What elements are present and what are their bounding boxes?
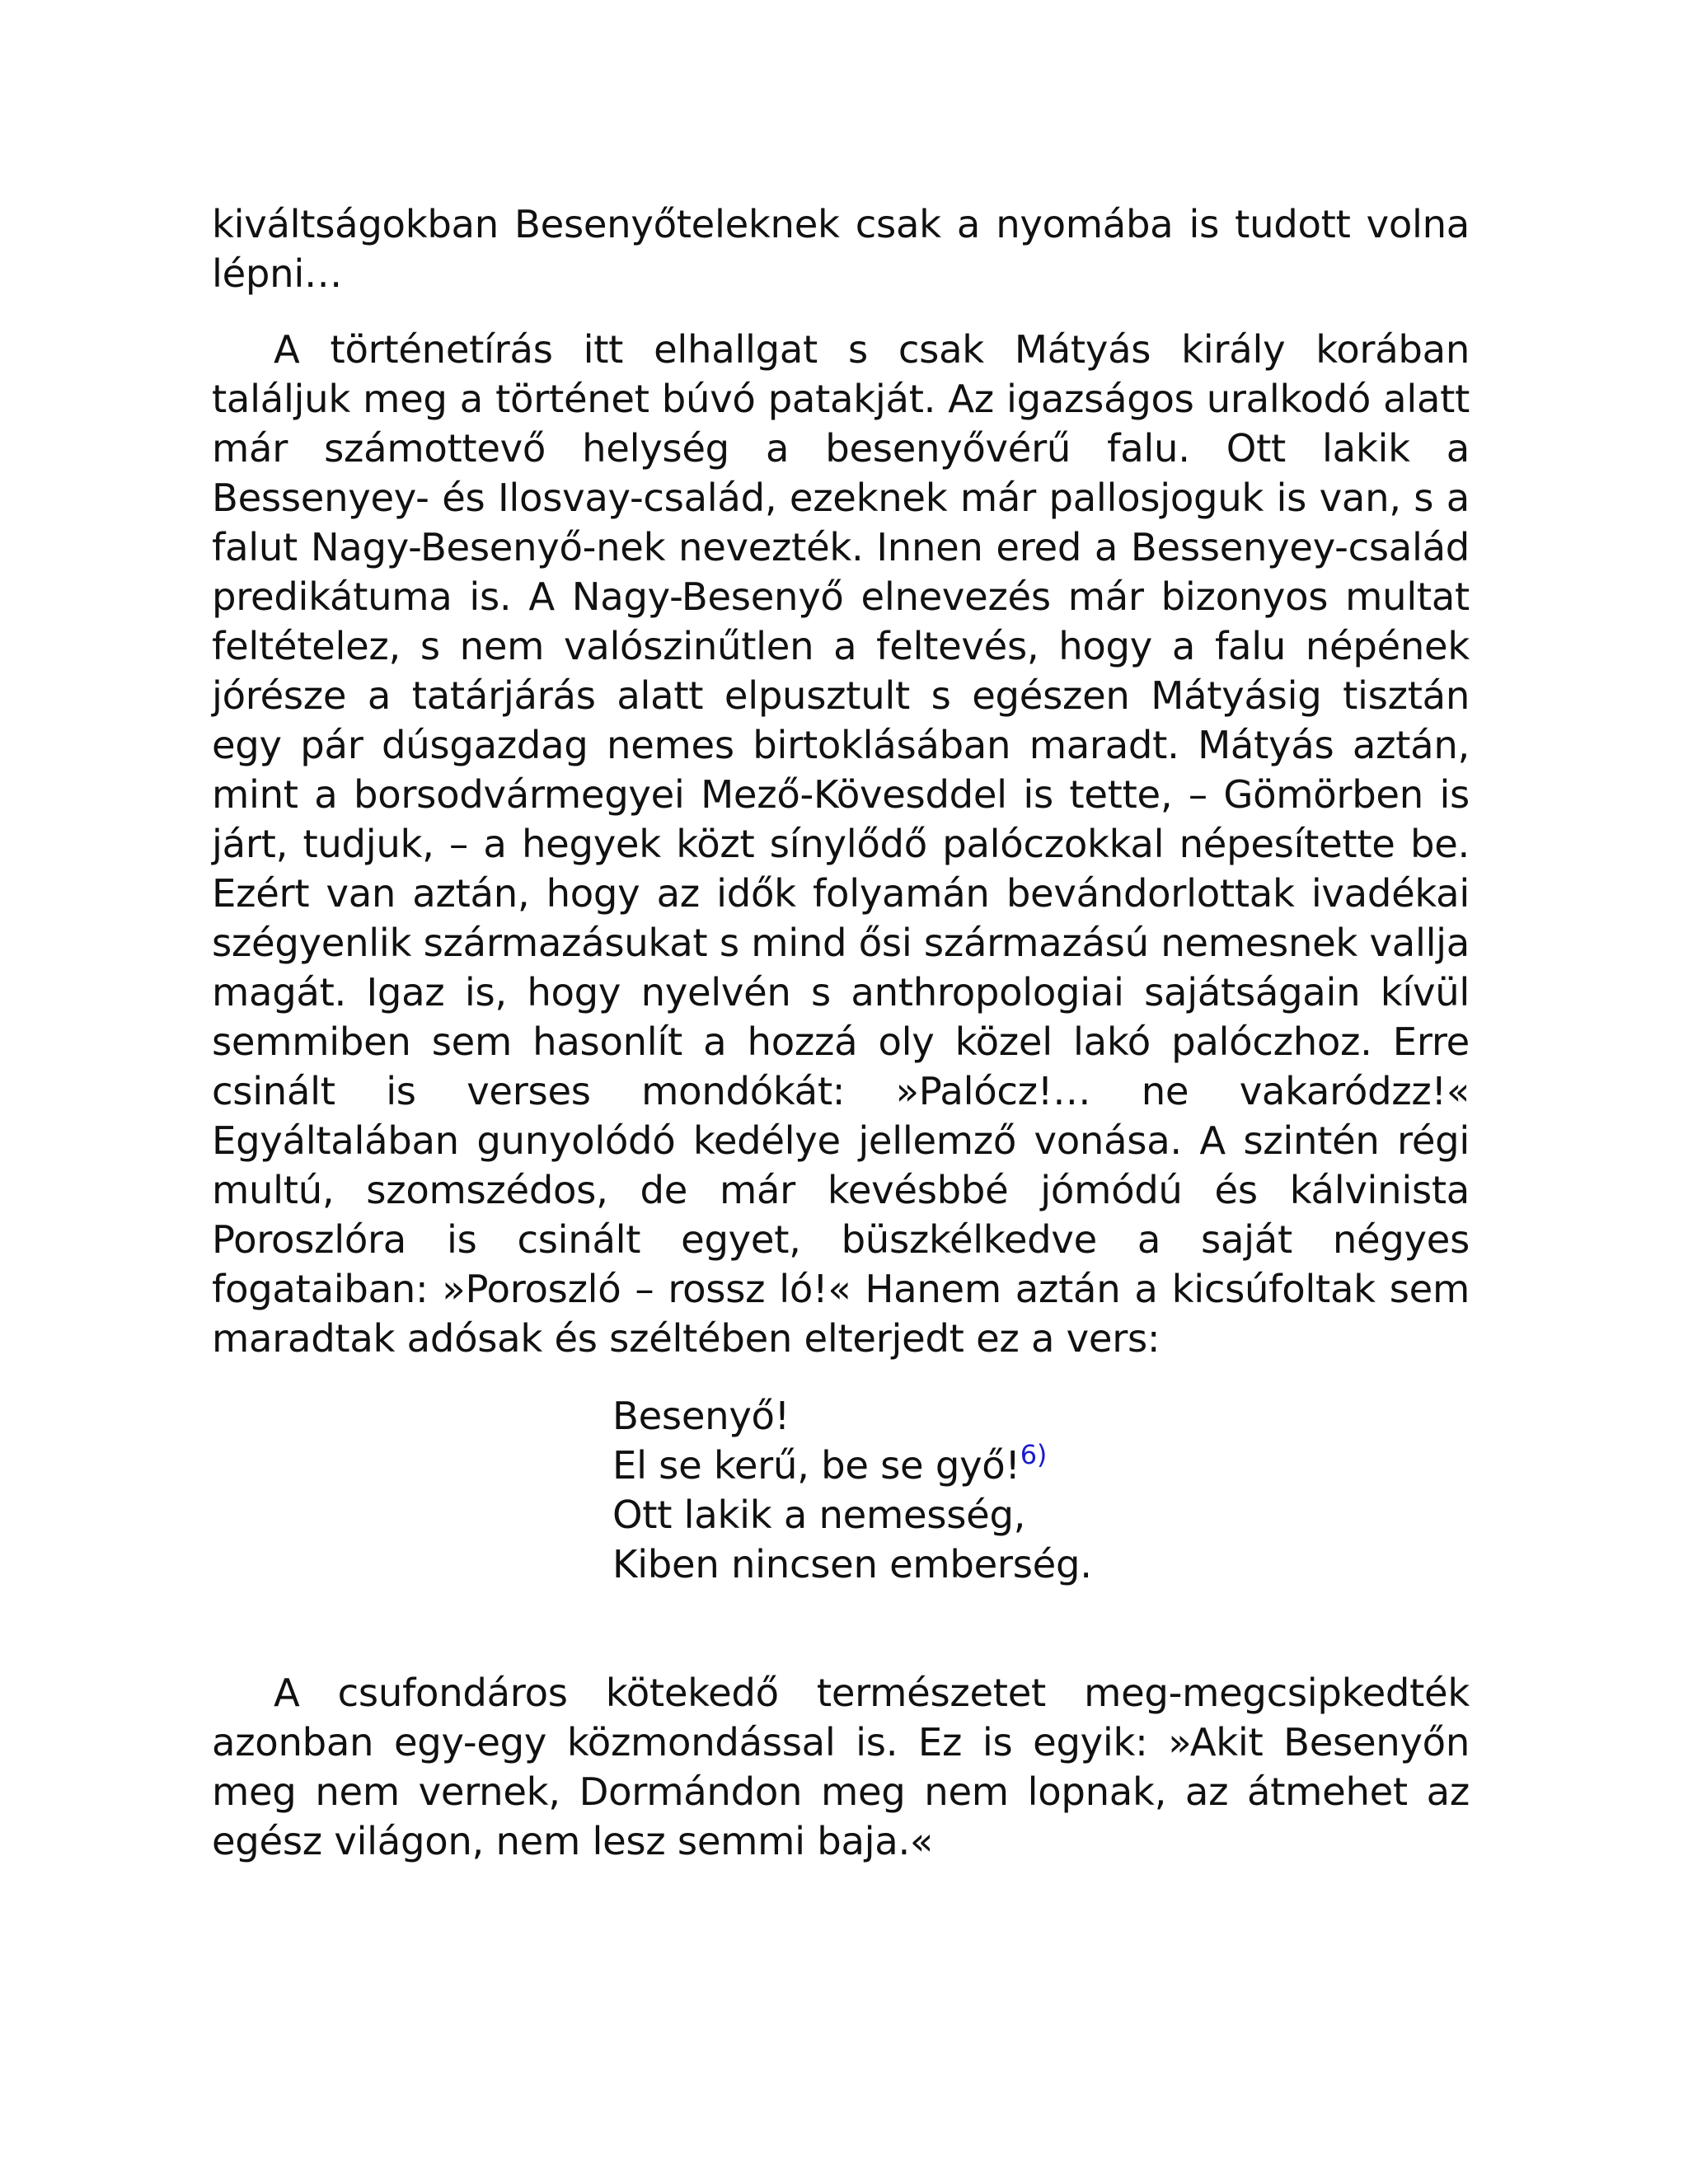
verse-line-2-text: El se kerű, be se győ! xyxy=(612,1443,1020,1488)
verse-block xyxy=(612,1391,1092,1589)
verse-line-3: Ott lakik a nemesség, xyxy=(612,1493,1026,1537)
verse-line-4: Kiben nincsen emberség. xyxy=(612,1542,1092,1586)
verse-line-1: Besenyő! xyxy=(612,1394,790,1438)
footnote-link[interactable]: 6) xyxy=(1020,1439,1048,1470)
paragraph-continuation: kiváltságokban Besenyőteleknek csak a nyomába is tudott volna lépni… xyxy=(212,202,1470,296)
paragraph-proverb: A csufondáros kötekedő természetet meg-megcsipkedték azonban egy-egy közmondással is. Ez is egyik: »Akit Besenyőn meg nem vernek, Dormándon meg nem lopnak, az átmehet az egész világon, nem lesz semmi baja.« xyxy=(212,1671,1470,1863)
paragraph-gap xyxy=(212,298,1470,325)
main-text-block xyxy=(212,199,1470,1363)
paragraph-history: A történetírás itt elhallgat s csak Mátyás király korában találjuk meg a történet búvó patakját. Az igazságos uralkodó alatt már számottevő helység a besenyővérű falu. Ott lakik a Bessenyey- és Ilosvay-család, ezeknek már pallosjoguk is van, s a falut Nagy-Besenyő-nek nevezték. Innen ered a Bessenyey-család predikátuma is. A Nagy-Besenyő elnevezés már bizonyos multat feltételez, s nem valószinűtlen a feltevés, hogy a falu népének jórésze a tatárjárás alatt elpusztult s egészen Mátyásig tisztán egy pár dúsgazdag nemes birtoklásában maradt. Mátyás aztán, mint a borsodvármegyei Mező-Kövesddel is tette, – Gömörben is járt, tudjuk, – a hegyek közt sínylődő palóczokkal népesítette be. Ezért van aztán, hogy az idők folyamán bevándorlottak ivadékai szégyenlik származásukat s mind ősi származású nemesnek vallja magát. Igaz is, hogy nyelvén s anthropologiai sajátságain kívül semmiben sem hasonlít a hozzá oly közel lakó palóczhoz. Erre csinált is verses mondókát: »Palócz!… ne vakaródzz!« Egyáltalában gunyolódó kedélye jellemző vonása. A szintén régi multú, szomszédos, de már kevésbbé jómódú és kálvinista Poroszlóra is csinált egyet, büszkélkedve a saját négyes fogataiban: »Poroszló – rossz ló!« Hanem aztán a kicsúfoltak sem maradtak adósak és széltében elterjedt ez a vers: xyxy=(212,327,1470,1361)
verse-line-2 xyxy=(612,1441,1092,1490)
closing-text-block xyxy=(212,1668,1470,1866)
